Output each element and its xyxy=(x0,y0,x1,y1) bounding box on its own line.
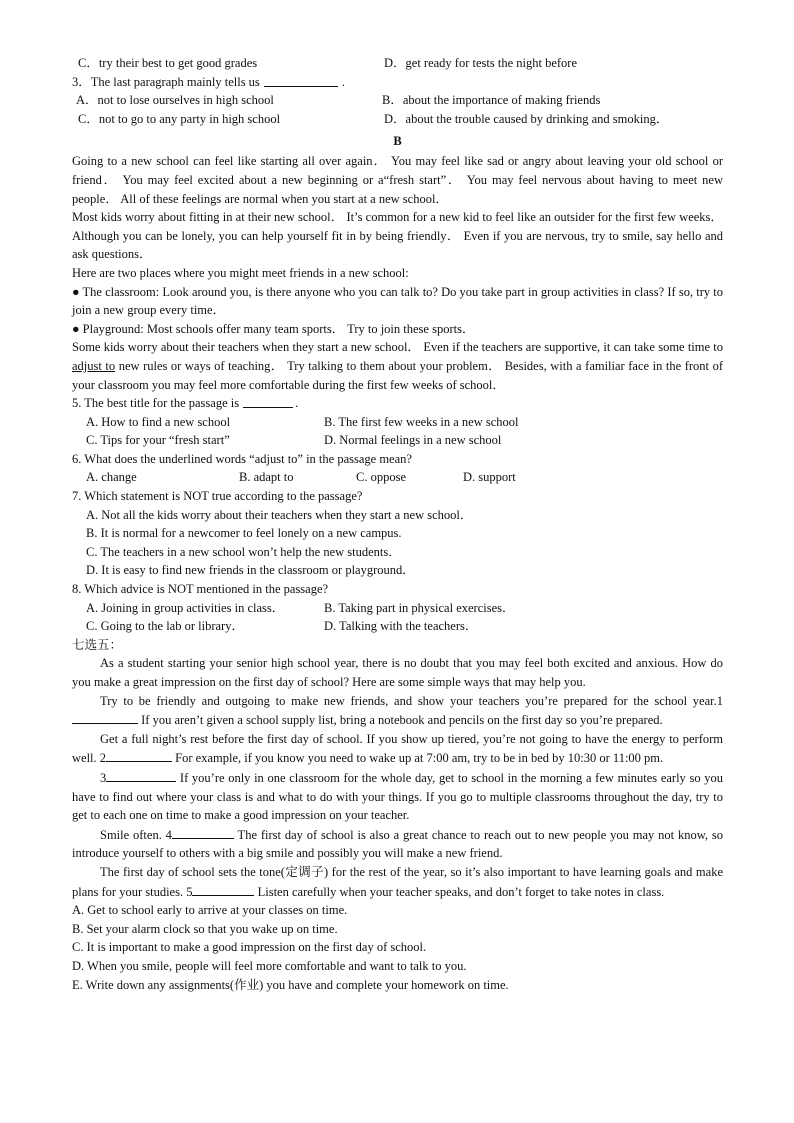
qixuanwu-option-c: C. It is important to make a good impression on the first day of school. xyxy=(72,940,427,955)
passage-b-paragraph-1: Going to a new school can feel like starting all over again． You may feel like sad or angry about leaving your old school or friend． You may feel excited about a new beginning or a“fresh start”． You may feel nervous about having to meet new people． All of these feelings are normal when you start at a new school． xyxy=(72,154,723,206)
p4-text-end: new rules or ways of teaching． Try talking to them about your problem． Besides, with a familiar face in the front of your classroom you may feel more comfortable during the first few weeks of school． xyxy=(72,358,723,392)
q7-option-b: B. It is normal for a newcomer to feel lonely on a new campus. xyxy=(86,526,402,541)
qixuanwu-option-b: B. Set your alarm clock so that you wake up on time. xyxy=(72,921,338,936)
qx-p3-start: Get a full night’s rest before the first day of school. If you show up tiered, you’re not going to have the energy to perform well. 2 xyxy=(72,731,723,766)
q5-option-d: D. Normal feelings in a new school xyxy=(324,433,502,448)
q8-option-c: C. Going to the lab or library． xyxy=(86,619,244,634)
q8-option-d: D. Talking with the teachers． xyxy=(324,619,478,634)
qixuanwu-paragraph-6 xyxy=(72,863,723,901)
exam-page xyxy=(72,54,723,994)
qixuanwu-paragraph-2 xyxy=(72,692,723,730)
passage-b-paragraph-3: Here are two places where you might meet friends in a new school: xyxy=(72,265,409,280)
q5-stem-end: . xyxy=(295,396,299,411)
qixuanwu-paragraph-3 xyxy=(72,730,723,768)
q8-option-a: A. Joining in group activities in class． xyxy=(86,600,285,615)
q6-options xyxy=(72,468,723,487)
q3-option-a: A．not to lose ourselves in high school xyxy=(76,93,274,108)
qx-p5-end: The first day of school is also a great chance to reach out to new people you may not know, so introduce yourself to others with a big smile and possibly you will make a new friend. xyxy=(72,827,724,861)
q5-option-b: B. The first few weeks in a new school xyxy=(324,414,519,429)
qixuanwu-option-d: D. When you smile, people will feel more comfortable and want to talk to you. xyxy=(72,958,467,973)
q8-options-ab xyxy=(72,599,723,618)
q6-option-d: D. support xyxy=(463,470,516,485)
gap-4-blank[interactable] xyxy=(172,825,234,839)
q7-stem-text: 7. Which statement is NOT true according to the passage? xyxy=(72,489,363,504)
qx-p6-end: Listen carefully when your teacher speaks, and don’t forget to take notes in class. xyxy=(254,884,665,899)
q5-options-ab xyxy=(72,413,723,432)
qx-p2-start: Try to be friendly and outgoing to make new friends, and show your teachers you’re prepared for the school year.1 xyxy=(100,693,723,708)
q6-stem-text: 6. What does the underlined words “adjust to” in the passage mean? xyxy=(72,451,412,466)
q5-options-cd xyxy=(72,431,723,450)
q5-option-c: C. Tips for your “fresh start” xyxy=(86,433,230,448)
q3-answer-blank[interactable] xyxy=(264,73,338,87)
q6-option-a: A. change xyxy=(86,470,137,485)
qx-p5-start: Smile often. 4 xyxy=(100,827,172,842)
gap-1-blank[interactable] xyxy=(72,710,138,724)
passage-b-bullet-classroom: ● The classroom: Look around you, is there anyone who you can talk to? Do you take part in group activities in class? If so, try to join a new group every time． xyxy=(72,284,723,318)
qx-p3-end: For example, if you know you need to wake up at 7:00 am, try to be in bed by 10:30 or 11:00 pm. xyxy=(172,751,664,766)
q3-stem xyxy=(72,73,723,92)
qixuanwu-paragraph-5 xyxy=(72,825,723,863)
qx-p6-start: The first day of school sets the tone(定调子) for the rest of the year, so it’s also important to have learning goals and make plans for your studies. 5 xyxy=(72,864,723,899)
q8-options-cd xyxy=(72,617,723,636)
gap-2-blank[interactable] xyxy=(106,748,172,762)
qx-p4-end: If you’re only in one classroom for the whole day, get to school in the morning a few minutes early so you have to find out where your class is and what to do with your things. If you go to multiple classrooms throughout the day, try to get to each one on time to make a good impression on your teacher. xyxy=(72,770,723,823)
q2-options-cd xyxy=(72,54,723,73)
q5-answer-blank[interactable] xyxy=(243,394,293,408)
q8-option-b: B. Taking part in physical exercises． xyxy=(324,600,515,615)
q2-option-c: C．try their best to get good grades xyxy=(78,56,258,70)
q3-option-c: C．not to go to any party in high school xyxy=(78,111,281,126)
q5-option-a: A. How to find a new school xyxy=(86,414,231,429)
q3-option-d: D．about the trouble caused by drinking and smoking． xyxy=(384,111,669,126)
q6-option-b: B. adapt to xyxy=(239,470,294,485)
q5-stem-text: 5. The best title for the passage is xyxy=(72,396,240,411)
qixuanwu-option-e: E. Write down any assignments(作业) you have and complete your homework on time. xyxy=(72,977,509,992)
qixuanwu-paragraph-1: As a student starting your senior high school year, there is no doubt that you may feel both excited and anxious. How do you make a great impression on the first day of school? Here are some simple ways that may help you. xyxy=(72,656,723,689)
q8-stem xyxy=(72,580,723,599)
q2-option-d: D．get ready for tests the night before xyxy=(384,56,577,70)
q7-option-c: C. The teachers in a new school won’t help the new students． xyxy=(86,544,401,559)
q3-stem-text: 3．The last paragraph mainly tells us xyxy=(72,74,260,89)
qixuanwu-paragraph-4 xyxy=(72,768,723,825)
gap-5-blank[interactable] xyxy=(192,882,254,896)
passage-b-bullet-playground: ● Playground: Most schools offer many team sports． Try to join these sports． xyxy=(72,321,475,336)
q5-stem xyxy=(72,394,723,413)
q3-stem-end: . xyxy=(341,74,345,89)
gap-3-blank[interactable] xyxy=(106,768,176,782)
q7-option-a: A. Not all the kids worry about their teachers when they start a new school． xyxy=(86,507,473,522)
q7-stem xyxy=(72,487,723,506)
qixuanwu-option-a: A. Get to school early to arrive at your classes on time. xyxy=(72,903,348,918)
q3-option-b: B．about the importance of making friends xyxy=(382,93,601,108)
passage-b-paragraph-2: Most kids worry about fitting in at their new school． It’s common for a new kid to feel like an outsider for the first few weeks． Although you can be lonely, you can help yourself fit in by being friendly． Even if you are nervous, try to smile, say hello and ask questions． xyxy=(72,210,723,262)
qixuanwu-heading: 七选五： xyxy=(72,636,123,652)
q3-options-cd xyxy=(72,110,723,129)
q7-option-d: D. It is easy to find new friends in the classroom or playground． xyxy=(86,563,415,578)
passage-b-paragraph-4 xyxy=(72,338,723,394)
q3-options-ab xyxy=(72,91,723,110)
q8-stem-text: 8. Which advice is NOT mentioned in the passage? xyxy=(72,582,329,597)
q6-stem xyxy=(72,450,723,469)
passage-b-title: B xyxy=(393,134,402,149)
qx-p2-end: If you aren’t given a school supply list, bring a notebook and pencils on the first day so you’re prepared. xyxy=(138,713,663,728)
q6-option-c: C. oppose xyxy=(356,470,406,485)
underlined-adjust-to: adjust to xyxy=(72,358,116,373)
qx-p4-start: 3 xyxy=(100,770,107,785)
p4-text-start: Some kids worry about their teachers when they start a new school． Even if the teachers are supportive, it can take some time to xyxy=(72,340,723,355)
